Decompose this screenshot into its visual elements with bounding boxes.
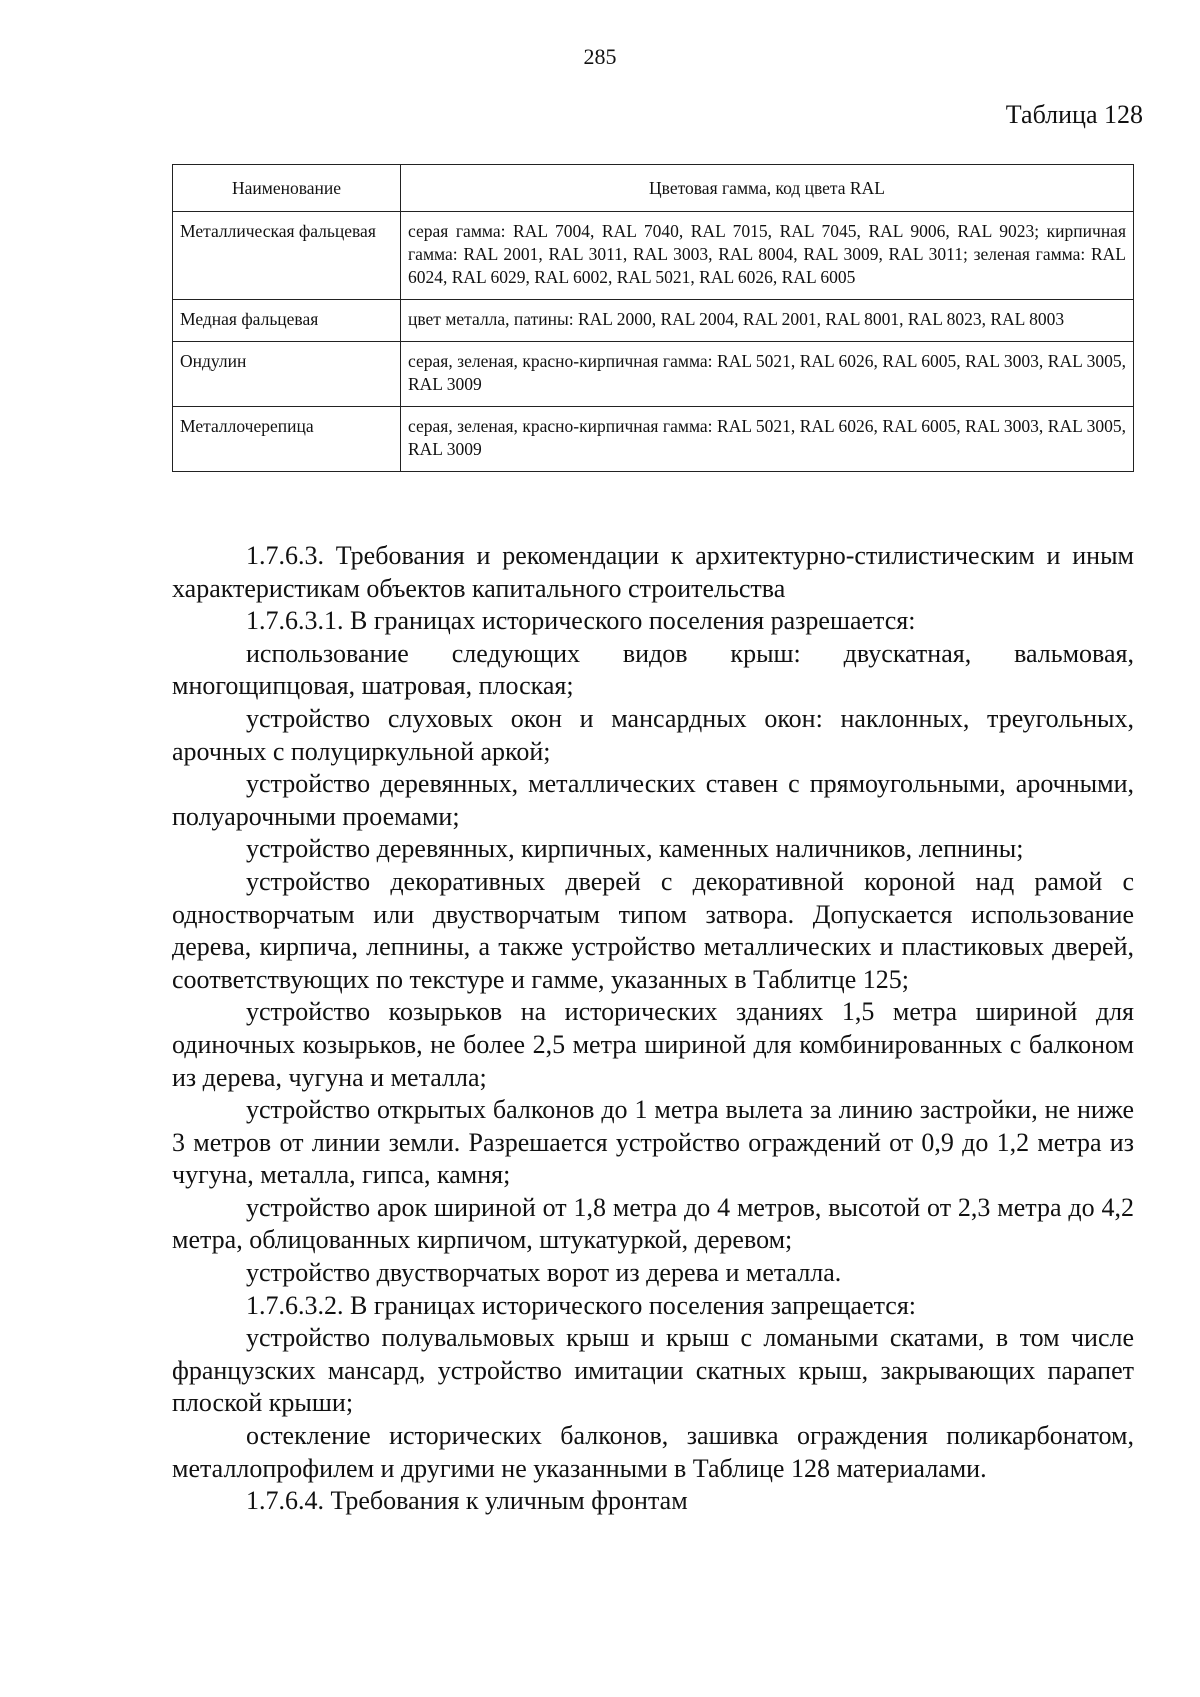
table-header-row [173,165,1134,212]
subsection-heading-forbidden: 1.7.6.3.2. В границах исторического поселения запрещается: [246,1290,917,1320]
row-name: Медная фальцевая [173,300,401,342]
paragraph: устройство открытых балконов до 1 метра вылета за линию застройки, не ниже 3 метров от линии земли. Разрешается устройство ограждений от 0,9 до 1,2 метра из чугуна, металла, гипса, камня; [172,1095,1134,1190]
ral-color-table [172,164,1134,472]
paragraph: устройство деревянных, кирпичных, каменных наличников, лепнины; [246,834,1024,864]
row-colors: серая гамма: RAL 7004, RAL 7040, RAL 7015, RAL 7045, RAL 9006, RAL 9023; кирпичная гамма: RAL 2001, RAL 3011, RAL 3003, RAL 8004, RAL 3009, RAL 3011; зеленая гамма: RAL 6024, RAL 6029, RAL 6002, RAL 5021, RAL 6026, RAL 6005 [401,212,1134,300]
paragraph: устройство слуховых окон и мансардных окон: наклонных, треугольных, арочных с полуциркульной аркой; [172,703,1134,766]
paragraph: устройство козырьков на исторических зданиях 1,5 метра шириной для одиночных козырьков, не более 2,5 метра шириной для комбинированных с балконом из дерева, чугуна и металла; [172,997,1134,1092]
body-text [172,540,1134,1518]
page-number: 285 [583,44,617,69]
table-row [173,407,1134,472]
table-row [173,300,1134,342]
paragraph: устройство деревянных, металлических ставен с прямоугольными, арочными, полуарочными проемами; [172,769,1134,831]
table-caption: Таблица 128 [1005,100,1143,129]
paragraph: остекление исторических балконов, зашивка ограждения поликарбонатом, металлопрофилем и другими не указанными в Таблице 128 материалами. [172,1421,1134,1483]
subsection-heading-allowed: 1.7.6.3.1. В границах исторического поселения разрешается: [246,606,916,636]
row-name: Металлочерепица [173,407,401,472]
header-colors: Цветовая гамма, код цвета RAL [401,165,1134,212]
table-row [173,212,1134,300]
row-colors: серая, зеленая, красно-кирпичная гамма: RAL 5021, RAL 6026, RAL 6005, RAL 3003, RAL 3005, RAL 3009 [401,342,1134,407]
paragraph: устройство двустворчатых ворот из дерева и металла. [246,1258,842,1288]
row-name: Ондулин [173,342,401,407]
row-name: Металлическая фальцевая [173,212,401,300]
row-colors: серая, зеленая, красно-кирпичная гамма: RAL 5021, RAL 6026, RAL 6005, RAL 3003, RAL 3005, RAL 3009 [401,407,1134,472]
section-heading-1-7-6-4: 1.7.6.4. Требования к уличным фронтам [246,1486,688,1516]
section-heading-1-7-6-3: 1.7.6.3. Требования и рекомендации к архитектурно-стилистическим и иным характеристикам объектов капитального строительства [172,541,1134,603]
paragraph: устройство декоративных дверей с декоративной короной над рамой с одностворчатым или двустворчатым типом затвора. Допускается использование дерева, кирпича, лепнины, а также устройство металлических и пластиковых дверей, соответствующих по текстуре и гамме, указанных в Таблитце 125; [172,866,1134,994]
paragraph: устройство полувальмовых крыш и крыш с ломаными скатами, в том числе французских мансард, устройство имитации скатных крыш, закрывающих парапет плоской крыши; [172,1323,1134,1418]
row-colors: цвет металла, патины: RAL 2000, RAL 2004, RAL 2001, RAL 8001, RAL 8023, RAL 8003 [401,300,1134,342]
table-row [173,342,1134,407]
paragraph: использование следующих видов крыш: двускатная, вальмовая, многощипцовая, шатровая, плоская; [172,638,1134,701]
paragraph: устройство арок шириной от 1,8 метра до 4 метров, высотой от 2,3 метра до 4,2 метра, облицованных кирпичом, штукатуркой, деревом; [172,1192,1134,1255]
header-name: Наименование [173,165,401,212]
